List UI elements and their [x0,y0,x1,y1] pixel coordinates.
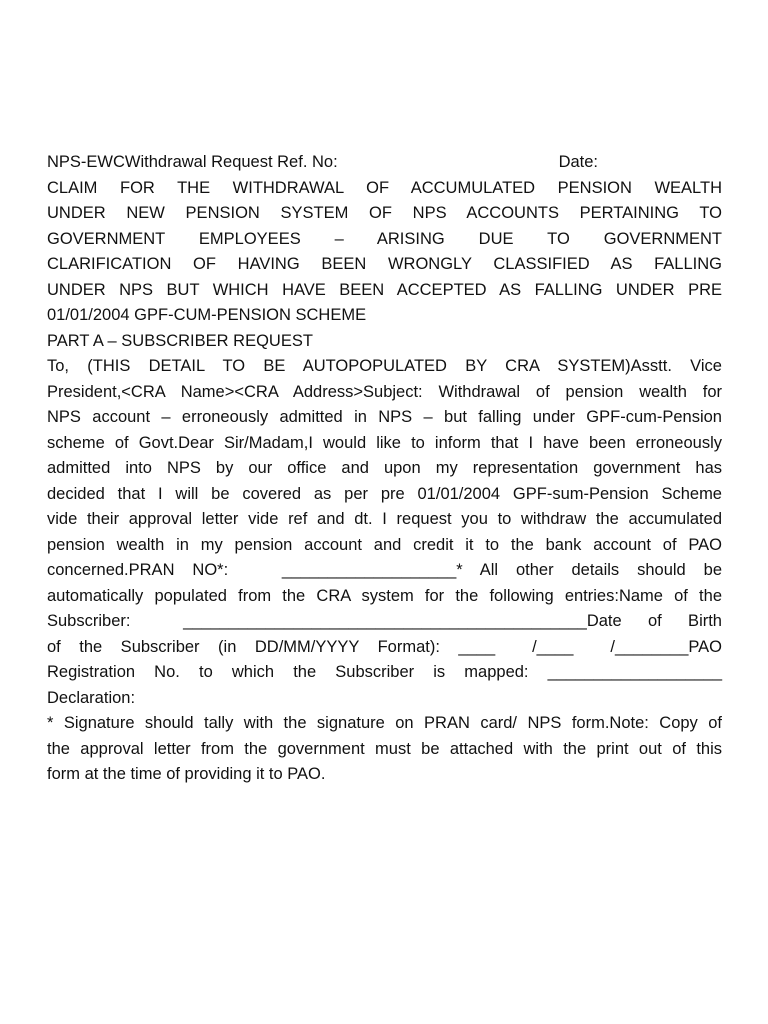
title-line: CLARIFICATION OF HAVING BEEN WRONGLY CLASSIFIED AS FALLING [47,255,722,273]
body-line: President,<CRA Name><CRA Address>Subject: Withdrawal of pension wealth for [47,382,722,401]
form-content [47,150,722,788]
date-label: Date: [558,153,598,171]
part-a-heading: PART A – SUBSCRIBER REQUEST [47,331,313,350]
subscriber-request-body [47,354,722,686]
title-line: 01/01/2004 GPF-CUM-PENSION SCHEME [47,306,367,324]
body-line: admitted into NPS by our office and upon my representation government has [47,459,722,477]
body-line: automatically populated from the CRA system for the following entries:Name of the [47,586,722,605]
body-line: decided that I will be covered as per pre 01/01/2004 GPF-sum-Pension Scheme [47,484,722,503]
pran-no-line: concerned.PRAN NO*: ___________________* All other details should be [47,561,722,579]
title-line: GOVERNMENT EMPLOYEES – ARISING DUE TO GOVERNMENT [47,229,722,248]
pao-registration-line: Registration No. to which the Subscriber is mapped: ___________________ [47,663,722,681]
body-line: NPS account – erroneously admitted in NPS – but falling under GPF-cum-Pension [47,408,722,426]
body-line: scheme of Govt.Dear Sir/Madam,I would like to inform that I have been erroneously [47,433,722,452]
title-line: UNDER NEW PENSION SYSTEM OF NPS ACCOUNTS PERTAINING TO [47,204,722,222]
declaration-label: Declaration: [47,688,136,707]
title-line: CLAIM FOR THE WITHDRAWAL OF ACCUMULATED PENSION WEALTH [47,178,722,197]
subscriber-name-line: Subscriber: ____________________________________________Date of Birth [47,612,722,630]
body-line: vide their approval letter vide ref and dt. I request you to withdraw the accumulated [47,510,722,528]
form-title [47,176,722,329]
ref-no-label: NPS-EWCWithdrawal Request Ref. No: [47,153,338,171]
note-line: the approval letter from the government must be attached with the print out of this [47,739,722,758]
body-line: pension wealth in my pension account and credit it to the bank account of PAO [47,535,722,554]
reference-line [47,150,722,176]
date-of-birth-line: of the Subscriber (in DD/MM/YYYY Format): ____ /____ /________PAO [47,637,722,656]
signature-note [47,711,722,788]
body-line: To, (THIS DETAIL TO BE AUTOPOPULATED BY CRA SYSTEM)Asstt. Vice [47,357,722,375]
note-line: form at the time of providing it to PAO. [47,765,326,783]
note-line: * Signature should tally with the signature on PRAN card/ NPS form.Note: Copy of [47,714,722,732]
title-line: UNDER NPS BUT WHICH HAVE BEEN ACCEPTED AS FALLING UNDER PRE [47,280,722,299]
